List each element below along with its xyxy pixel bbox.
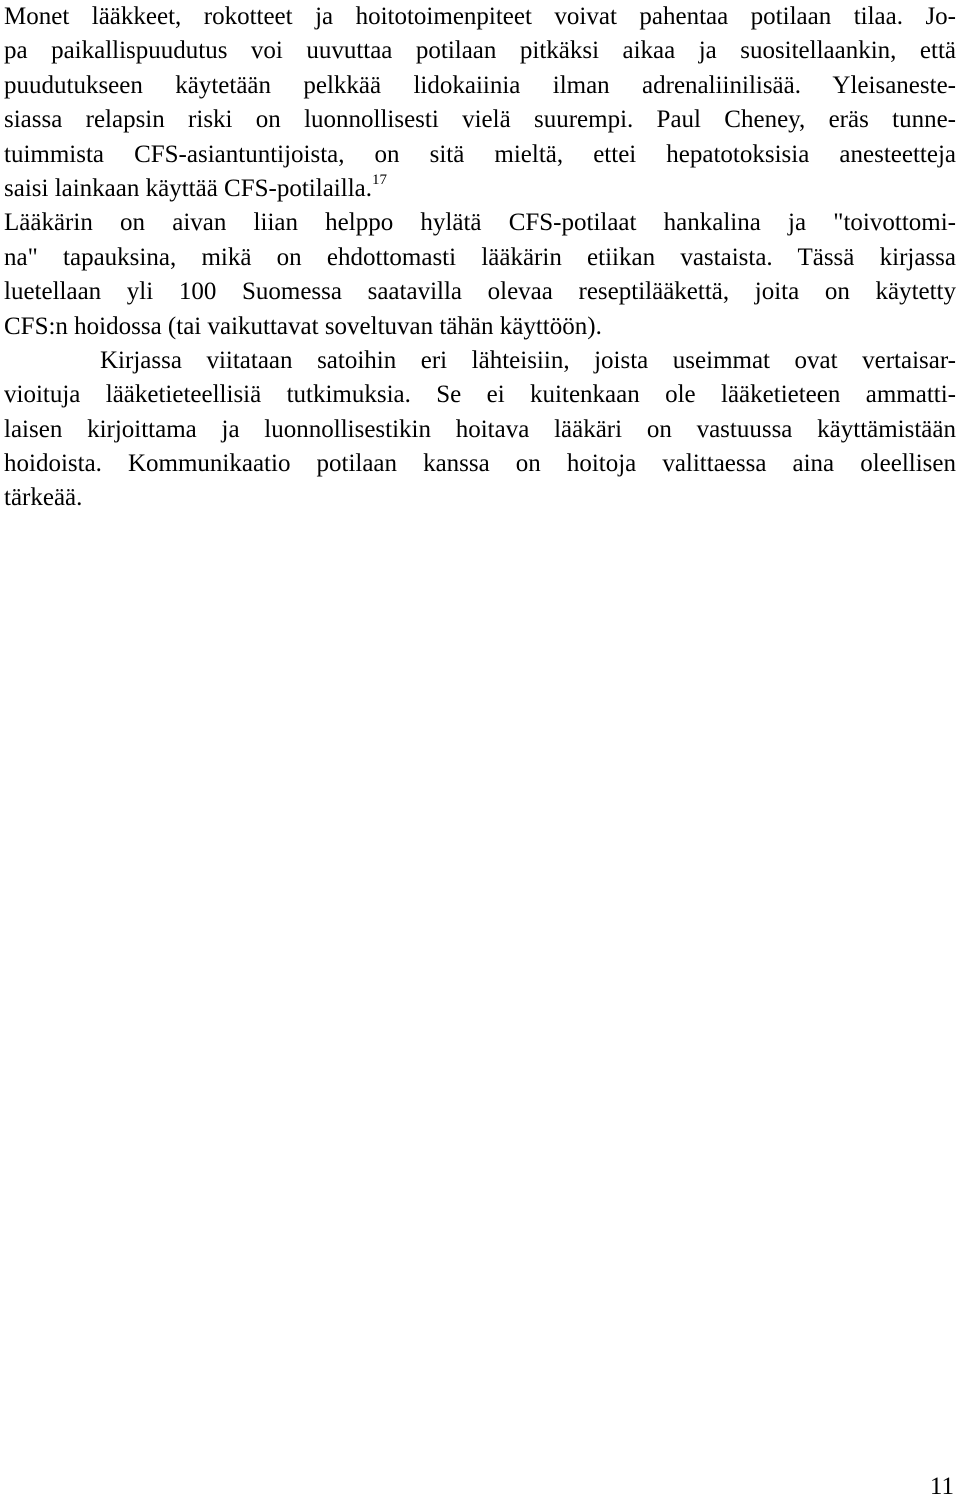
text-line-last xyxy=(4,172,956,206)
text-line: na" tapauksina, mikä on ehdottomasti lääkärin etiikan vastaista. Tässä kirjassa xyxy=(4,243,956,271)
text-line: laisen kirjoittama ja luonnollisestikin hoitava lääkäri on vastuussa käyttämistään xyxy=(4,415,956,443)
document-body xyxy=(4,0,956,516)
text-line: hoidoista. Kommunikaatio potilaan kanssa on hoitoja valittaessa aina oleellisen xyxy=(4,450,956,478)
paragraph-2 xyxy=(4,206,956,344)
text-line: Monet lääkkeet, rokotteet ja hoitotoimenpiteet voivat pahentaa potilaan tilaa. Jo- xyxy=(4,3,956,30)
text-line: vioituja lääketieteellisiä tutkimuksia. Se ei kuitenkaan ole lääketieteen ammatti- xyxy=(4,381,956,409)
footnote-reference: 17 xyxy=(371,171,387,188)
text-line: pa paikallispuudutus voi uuvuttaa potilaan pitkäksi aikaa ja suositellaankin, että xyxy=(4,37,956,65)
paragraph-1 xyxy=(4,0,956,206)
text-line: puudutukseen käytetään pelkkää lidokaiinia ilman adrenaliinilisää. Yleisaneste- xyxy=(4,71,956,99)
text-line: tuimmista CFS-asiantuntijoista, on sitä mieltä, ettei hepatotoksisia anesteetteja xyxy=(4,140,956,168)
paragraph-3 xyxy=(4,344,956,516)
page-number: 11 xyxy=(929,1473,954,1500)
text-line: CFS:n hoidossa (tai vaikuttavat soveltuvan tähän käyttöön). xyxy=(4,312,602,340)
text-line: Kirjassa viitataan satoihin eri lähteisiin, joista useimmat ovat vertaisar- xyxy=(100,346,956,374)
text-line: Lääkärin on aivan liian helppo hylätä CFS-potilaat hankalina ja "toivottomi- xyxy=(4,209,956,237)
text-line: luetellaan yli 100 Suomessa saatavilla olevaa reseptilääkettä, joita on käytetty xyxy=(4,278,956,306)
text-line: siassa relapsin riski on luonnollisesti vielä suurempi. Paul Cheney, eräs tunne- xyxy=(4,106,956,134)
text-line-content: saisi lainkaan käyttää CFS-potilailla. xyxy=(4,174,372,202)
text-line: tärkeää. xyxy=(4,484,83,512)
